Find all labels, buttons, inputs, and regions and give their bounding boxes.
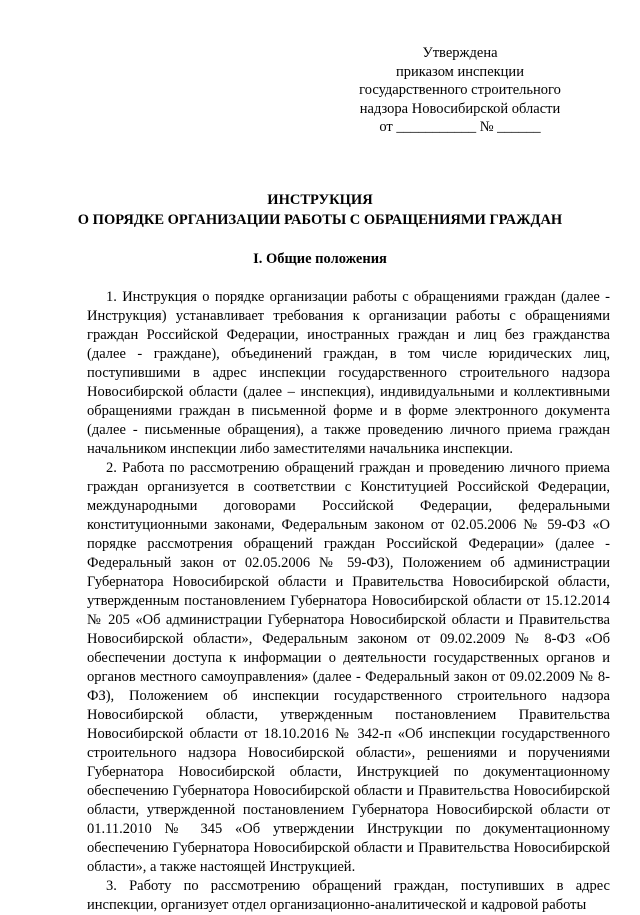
document-title-line2: О ПОРЯДКЕ ОРГАНИЗАЦИИ РАБОТЫ С ОБРАЩЕНИЯМИ ГРАЖДАН [77, 212, 563, 228]
paragraph-1: 1. Инструкция о порядке организации работы с обращениями граждан (далее - Инструкция) устанавливает требования к организации работы с обращениями граждан Российской Федерации, иностранных граждан и лиц без гражданства (далее - граждане), объединений граждан, в том числе юридических лиц, поступившими в адрес инспекции государственного строительного надзора Новосибирской области (далее – инспекция), индивидуальными и коллективными обращениями граждан в письменной форме и в форме электронного документа (далее - письменные обращения), а также проведению личного приема граждан начальником инспекции либо заместителями начальника инспекции. [87, 289, 610, 457]
paragraph-2: 2. Работа по рассмотрению обращений граждан и проведению личного приема граждан организуется в соответствии с Конституцией Российской Федерации, международными договорами Российской Федерации, федеральными конституционными законами, Федеральным законом от 02.05.2006 № 59-ФЗ «О порядке рассмотрения обращений граждан Российской Федерации» (далее - Федеральный закон от 02.05.2006 № 59-ФЗ), Положением об администрации Губернатора Новосибирской области и Правительства Новосибирской области, утвержденным постановлением Губернатора Новосибирской области от 15.12.2014 № 205 «Об администрации Губернатора Новосибирской области и Правительства Новосибирской области», Федеральным законом от 09.02.2009 № 8-ФЗ «Об обеспечении доступа к информации о деятельности государственных органов и органов местного самоуправления» (далее - Федеральный закон от 09.02.2009 № 8-ФЗ), Положением об инспекции государственного строительного надзора Новосибирской области, утвержденным постановлением Правительства Новосибирской области от 18.10.2016 № 342-п «Об инспекции государственного строительного надзора Новосибирской области», решениями и поручениями Губернатора Новосибирской области, Инструкцией по документационному обеспечению Губернатора Новосибирской области и Правительства Новосибирской области, утвержденной постановлением Губернатора Новосибирской области от 01.11.2010 № 345 «Об утверждении Инструкции по документационному обеспечению Губернатора Новосибирской области и Правительства Новосибирской области», а также настоящей Инструкцией. [87, 460, 610, 875]
approval-stamp [340, 44, 580, 137]
paragraph-3: 3. Работу по рассмотрению обращений граждан, поступивших в адрес инспекции, организует отдел организационно-аналитической и кадровой работы [87, 878, 610, 913]
approval-line-region: надзора Новосибирской области [359, 100, 561, 117]
approval-line-approved: Утверждена [422, 45, 498, 61]
approval-line-order: приказом инспекции [396, 63, 524, 80]
section-heading: I. Общие положения [253, 251, 387, 267]
document-title-line1: ИНСТРУКЦИЯ [267, 192, 373, 208]
approval-line-inspection: государственного строительного [359, 82, 561, 98]
document-body [87, 288, 610, 915]
approval-line-date-number: от ___________ № ______ [379, 119, 541, 135]
document-title [0, 190, 640, 230]
